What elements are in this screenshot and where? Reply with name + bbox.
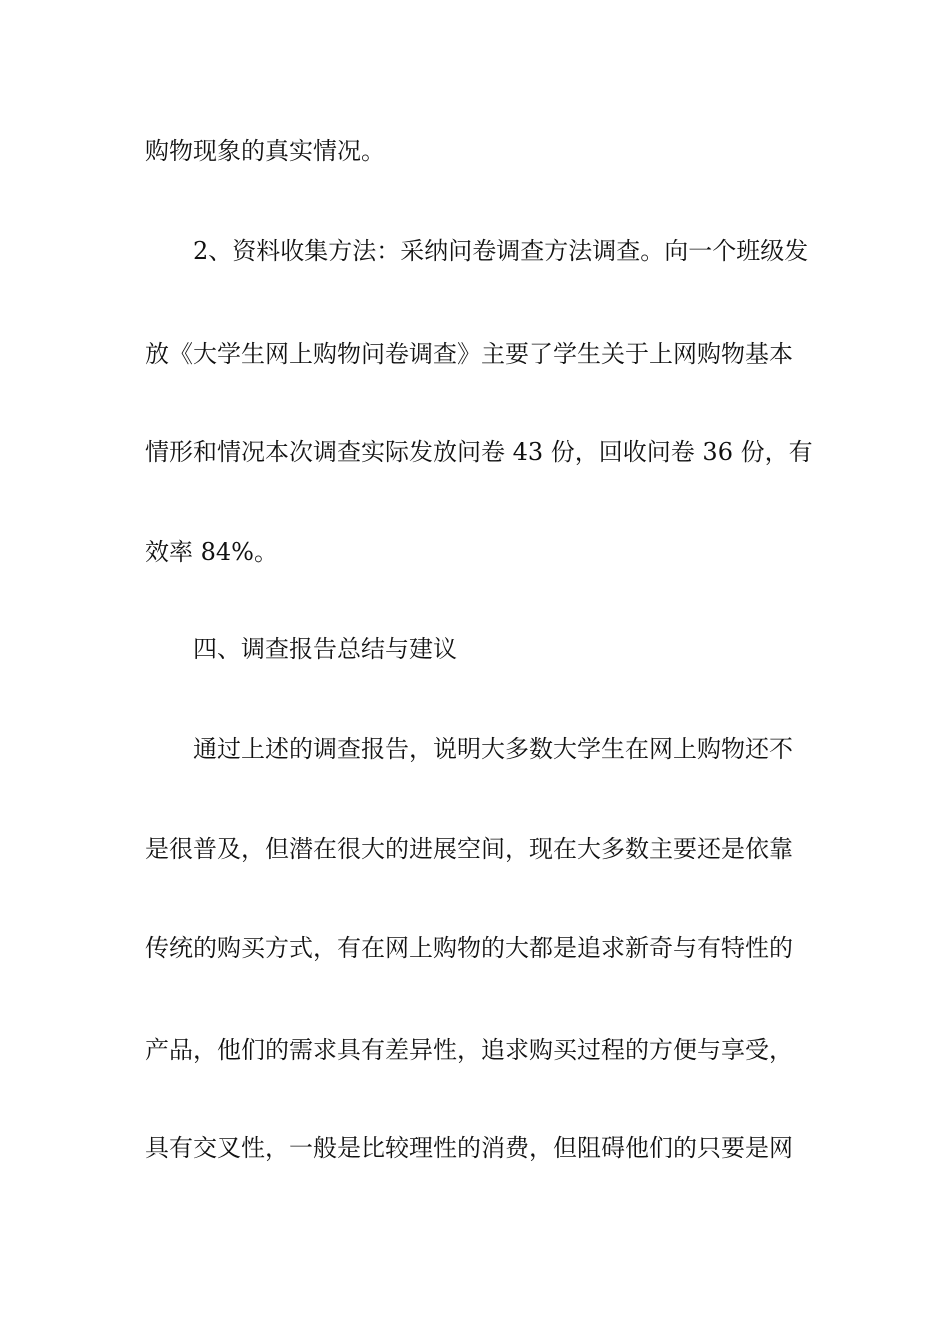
paragraph-line: 放《大学生网上购物问卷调查》主要了学生关于上网购物基本 — [145, 340, 793, 368]
section-item-heading: 2、资料收集方法：采纳问卷调查方法调查。向一个班级发 — [193, 237, 809, 265]
section-heading: 四、调查报告总结与建议 — [193, 635, 457, 663]
paragraph-line: 产品，他们的需求具有差异性，追求购买过程的方便与享受， — [145, 1036, 793, 1064]
paragraph-line: 购物现象的真实情况。 — [145, 137, 385, 165]
paragraph-line: 通过上述的调查报告，说明大多数大学生在网上购物还不 — [193, 735, 793, 763]
paragraph-line: 传统的购买方式，有在网上购物的大都是追求新奇与有特性的 — [145, 934, 793, 962]
paragraph-line: 是很普及，但潜在很大的进展空间，现在大多数主要还是依靠 — [145, 835, 793, 863]
paragraph-line: 效率 84%。 — [145, 538, 278, 566]
paragraph-line: 情形和情况本次调查实际发放问卷 43 份，回收问卷 36 份，有 — [145, 438, 813, 466]
paragraph-line: 具有交叉性，一般是比较理性的消费，但阻碍他们的只要是网 — [145, 1134, 793, 1162]
